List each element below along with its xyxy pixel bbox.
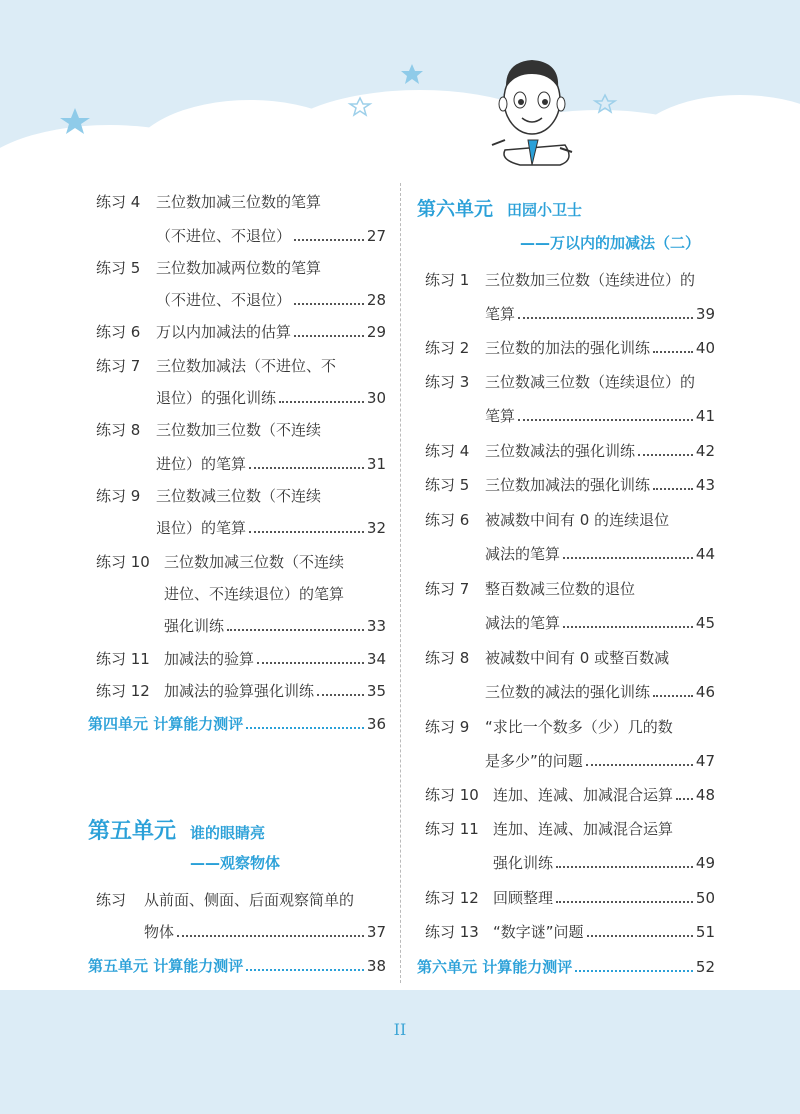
leader-dots bbox=[294, 335, 364, 337]
unit-subheading: ——观察物体 bbox=[190, 854, 281, 872]
exercise-label: 练习 10 bbox=[96, 553, 150, 571]
entry-title: 回顾整理 bbox=[493, 889, 554, 907]
page-ref: 40 bbox=[695, 339, 715, 357]
entry-title: 笔算 bbox=[485, 407, 516, 425]
entry-title: （不进位、不退位） bbox=[156, 227, 292, 245]
entry-title: 加减法的验算强化训练 bbox=[164, 682, 315, 700]
entry-title: 减法的笔算 bbox=[485, 545, 561, 563]
toc-entry[interactable] bbox=[425, 713, 715, 741]
exercise-label: 练习 9 bbox=[96, 487, 141, 505]
page-ref: 50 bbox=[695, 889, 715, 907]
page-ref: 30 bbox=[366, 389, 386, 407]
entry-title: 三位数加减三位数（不连续 bbox=[164, 553, 345, 571]
exercise-label: 练习 4 bbox=[96, 193, 141, 211]
leader-dots bbox=[563, 626, 693, 628]
entry-title: 三位数减法的强化训练 bbox=[485, 442, 636, 460]
page-ref: 38 bbox=[366, 957, 386, 975]
entry-title: 强化训练 bbox=[493, 854, 554, 872]
unit-heading bbox=[417, 194, 582, 221]
page-ref: 32 bbox=[366, 519, 386, 537]
leader-dots bbox=[676, 798, 693, 800]
entry-title: 三位数加三位数（不连续 bbox=[156, 421, 322, 439]
unit-title: 第五单元 bbox=[88, 819, 177, 844]
unit-eval-label: 第六单元 计算能力测评 bbox=[417, 958, 573, 976]
leader-dots bbox=[246, 969, 364, 971]
leader-dots bbox=[556, 901, 693, 903]
leader-dots bbox=[556, 866, 693, 868]
toc-entry[interactable] bbox=[425, 918, 715, 946]
leader-dots bbox=[257, 662, 364, 664]
page-ref: 43 bbox=[695, 476, 715, 494]
entry-title: 减法的笔算 bbox=[485, 614, 561, 632]
entry-title: 强化训练 bbox=[164, 617, 225, 635]
toc-entry-cont[interactable] bbox=[425, 849, 715, 877]
exercise-label: 练习 3 bbox=[425, 373, 470, 391]
unit-title: 第六单元 bbox=[417, 198, 494, 220]
exercise-label: 练习 5 bbox=[425, 476, 470, 494]
unit-eval-label: 第四单元 计算能力测评 bbox=[88, 715, 244, 733]
leader-dots bbox=[586, 764, 693, 766]
entry-title: 物体 bbox=[144, 923, 175, 941]
exercise-label: 练习 6 bbox=[96, 323, 141, 341]
exercise-label: 练习 6 bbox=[425, 511, 470, 529]
toc-entry[interactable] bbox=[425, 815, 715, 843]
toc-entry[interactable] bbox=[96, 416, 386, 444]
entry-title: 被减数中间有 0 或整百数减 bbox=[485, 649, 670, 667]
toc-entry-cont[interactable] bbox=[425, 678, 715, 706]
page-ref: 48 bbox=[695, 786, 715, 804]
exercise-label: 练习 7 bbox=[96, 357, 141, 375]
entry-title: “求比一个数多（少）几的数 bbox=[485, 718, 673, 736]
toc-entry[interactable] bbox=[425, 884, 715, 912]
entry-title: 三位数加减两位数的笔算 bbox=[156, 259, 322, 277]
leader-dots bbox=[246, 727, 364, 729]
entry-title: 三位数减三位数（连续退位）的 bbox=[485, 373, 696, 391]
exercise-label: 练习 7 bbox=[425, 580, 470, 598]
exercise-label: 练习 8 bbox=[96, 421, 141, 439]
toc-unit-eval[interactable] bbox=[88, 952, 386, 980]
leader-dots bbox=[518, 317, 693, 319]
page-ref: 49 bbox=[695, 854, 715, 872]
entry-title: 被减数中间有 0 的连续退位 bbox=[485, 511, 670, 529]
entry-title: 进位、不连续退位）的笔算 bbox=[164, 585, 345, 603]
toc-entry[interactable] bbox=[96, 548, 386, 576]
exercise-label: 练习 9 bbox=[425, 718, 470, 736]
exercise-label: 练习 2 bbox=[425, 339, 470, 357]
leader-dots bbox=[575, 970, 693, 972]
leader-dots bbox=[653, 351, 693, 353]
entry-title: 进位）的笔算 bbox=[156, 455, 247, 473]
toc-entry[interactable] bbox=[96, 677, 386, 705]
page-ref: 34 bbox=[366, 650, 386, 668]
exercise-label: 练习 4 bbox=[425, 442, 470, 460]
entry-title: 三位数加减法（不进位、不 bbox=[156, 357, 337, 375]
leader-dots bbox=[563, 557, 693, 559]
toc-entry[interactable] bbox=[425, 644, 715, 672]
page-ref: 27 bbox=[366, 227, 386, 245]
leader-dots bbox=[317, 694, 364, 696]
page-ref: 37 bbox=[366, 923, 386, 941]
toc-entry[interactable] bbox=[425, 575, 715, 603]
page-ref: 45 bbox=[695, 614, 715, 632]
page-ref: 44 bbox=[695, 545, 715, 563]
leader-dots bbox=[177, 935, 364, 937]
leader-dots bbox=[294, 239, 364, 241]
toc-entry[interactable] bbox=[425, 368, 715, 396]
toc-entry-cont[interactable] bbox=[425, 747, 715, 775]
toc-unit-eval[interactable] bbox=[88, 710, 386, 738]
page-ref: 41 bbox=[695, 407, 715, 425]
toc-entry[interactable] bbox=[96, 352, 386, 380]
toc-entry-cont[interactable] bbox=[96, 918, 386, 946]
exercise-label: 练习 12 bbox=[425, 889, 479, 907]
entry-title: 三位数减三位数（不连续 bbox=[156, 487, 322, 505]
leader-dots bbox=[638, 454, 693, 456]
exercise-label: 练习 5 bbox=[96, 259, 141, 277]
page-ref: 33 bbox=[366, 617, 386, 635]
toc-entry[interactable] bbox=[96, 254, 386, 282]
leader-dots bbox=[587, 935, 693, 937]
entry-title: 退位）的强化训练 bbox=[156, 389, 277, 407]
page-ref: 29 bbox=[366, 323, 386, 341]
entry-title: 三位数的加法的强化训练 bbox=[485, 339, 651, 357]
leader-dots bbox=[518, 419, 693, 421]
exercise-label: 练习 8 bbox=[425, 649, 470, 667]
toc-entry-cont[interactable] bbox=[425, 609, 715, 637]
entry-title: 加减法的验算 bbox=[164, 650, 255, 668]
page-ref: 36 bbox=[366, 715, 386, 733]
toc-entry[interactable] bbox=[425, 506, 715, 534]
exercise-label: 练习 1 bbox=[425, 271, 470, 289]
exercise-label: 练习 13 bbox=[425, 923, 479, 941]
entry-title: 三位数加三位数（连续进位）的 bbox=[485, 271, 696, 289]
toc-entry-cont[interactable] bbox=[425, 300, 715, 328]
page-ref: 52 bbox=[695, 958, 715, 976]
toc-entry[interactable] bbox=[96, 482, 386, 510]
toc-entry-cont[interactable] bbox=[425, 540, 715, 568]
leader-dots bbox=[653, 695, 693, 697]
toc-entry[interactable] bbox=[96, 318, 386, 346]
toc-entry-cont[interactable] bbox=[96, 384, 386, 412]
column-divider bbox=[400, 183, 401, 983]
toc-entry-cont[interactable] bbox=[96, 612, 386, 640]
toc-entry-cont[interactable] bbox=[96, 222, 386, 250]
entry-title: 连加、连减、加减混合运算 bbox=[493, 820, 674, 838]
entry-title: 万以内加减法的估算 bbox=[156, 323, 292, 341]
page-ref: 35 bbox=[366, 682, 386, 700]
page-ref: 39 bbox=[695, 305, 715, 323]
entry-title: 是多少”的问题 bbox=[485, 752, 583, 770]
leader-dots bbox=[294, 303, 364, 305]
unit-subtitle: 田园小卫士 bbox=[507, 201, 583, 219]
unit-subtitle: 谁的眼睛亮 bbox=[190, 824, 266, 842]
leader-dots bbox=[249, 467, 364, 469]
toc-entry[interactable] bbox=[425, 781, 715, 809]
entry-title: “数字谜”问题 bbox=[493, 923, 584, 941]
entry-title: 笔算 bbox=[485, 305, 516, 323]
entry-title: 三位数加减三位数的笔算 bbox=[156, 193, 322, 211]
exercise-label: 练习 11 bbox=[425, 820, 479, 838]
toc-entry-cont[interactable] bbox=[96, 514, 386, 542]
unit-eval-label: 第五单元 计算能力测评 bbox=[88, 957, 244, 975]
toc-entry-cont bbox=[96, 580, 386, 608]
entry-title: 连加、连减、加减混合运算 bbox=[493, 786, 674, 804]
entry-title: 整百数减三位数的退位 bbox=[485, 580, 636, 598]
toc-entry[interactable] bbox=[96, 886, 386, 914]
toc-entry[interactable] bbox=[425, 266, 715, 294]
exercise-label: 练习 12 bbox=[96, 682, 150, 700]
unit-subheading: ——万以内的加减法（二） bbox=[520, 234, 701, 252]
page-ref: 31 bbox=[366, 455, 386, 473]
page-ref: 42 bbox=[695, 442, 715, 460]
entry-title: （不进位、不退位） bbox=[156, 291, 292, 309]
page-number: II bbox=[393, 1020, 407, 1039]
cloud-decoration bbox=[0, 0, 800, 190]
leader-dots bbox=[653, 488, 693, 490]
page-ref: 46 bbox=[695, 683, 715, 701]
leader-dots bbox=[249, 531, 364, 533]
toc-entry[interactable] bbox=[96, 188, 386, 216]
toc-unit-eval[interactable] bbox=[417, 953, 715, 981]
toc-entry-cont[interactable] bbox=[96, 286, 386, 314]
toc-entry[interactable] bbox=[425, 437, 715, 465]
page-ref: 47 bbox=[695, 752, 715, 770]
toc-entry-cont[interactable] bbox=[96, 450, 386, 478]
entry-title: 三位数加减法的强化训练 bbox=[485, 476, 651, 494]
entry-title: 退位）的笔算 bbox=[156, 519, 247, 537]
entry-title: 三位数的减法的强化训练 bbox=[485, 683, 651, 701]
leader-dots bbox=[227, 629, 364, 631]
exercise-label: 练习 10 bbox=[425, 786, 479, 804]
exercise-label: 练习 11 bbox=[96, 650, 150, 668]
footer-background bbox=[0, 990, 800, 1114]
page-ref: 28 bbox=[366, 291, 386, 309]
exercise-label: 练习 bbox=[96, 891, 127, 909]
toc-entry[interactable] bbox=[425, 334, 715, 362]
page-ref: 51 bbox=[695, 923, 715, 941]
toc-entry-cont[interactable] bbox=[425, 402, 715, 430]
entry-title: 从前面、侧面、后面观察简单的 bbox=[144, 891, 355, 909]
unit-heading bbox=[88, 814, 265, 845]
leader-dots bbox=[279, 401, 364, 403]
toc-entry[interactable] bbox=[425, 471, 715, 499]
toc-entry[interactable] bbox=[96, 645, 386, 673]
